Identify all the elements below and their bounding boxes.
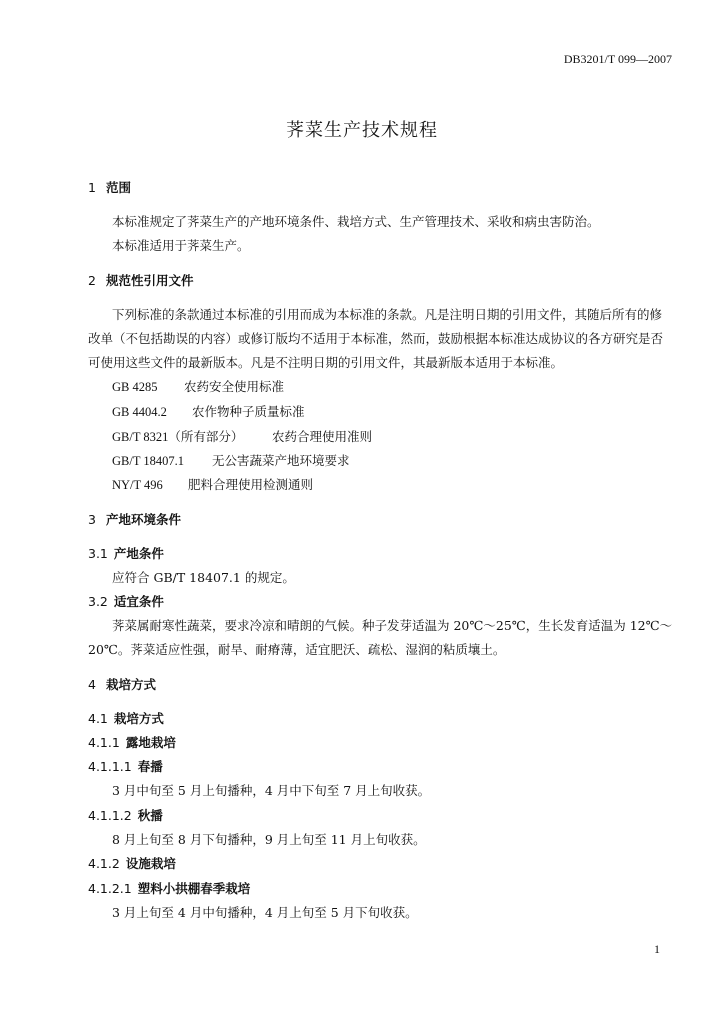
paragraph-line: 改单（不包括勘误的内容）或修订版均不适用于本标准，然而，鼓励根据本标准达成协议的各方研究是否 xyxy=(88,331,664,346)
reference-name: 无公害蔬菜产地环境要求 xyxy=(212,453,350,468)
section-title: 春播 xyxy=(137,759,163,774)
reference-code: GB/T 8321（所有部分） xyxy=(112,430,244,444)
section-number: 4 xyxy=(88,677,96,692)
page-number: 1 xyxy=(654,942,660,956)
section-number: 1 xyxy=(88,180,96,195)
section-4-heading xyxy=(88,675,156,693)
subsection-4-1-1-1-heading xyxy=(88,757,163,775)
paragraph-line: 下列标准的条款通过本标准的引用而成为本标准的条款。凡是注明日期的引用文件，其随后所有的修 xyxy=(112,307,663,322)
section-title: 设施栽培 xyxy=(125,856,176,871)
reference-item xyxy=(112,402,305,420)
reference-item xyxy=(112,377,284,395)
reference-item xyxy=(112,475,313,493)
section-number: 4.1.1.1 xyxy=(88,759,132,774)
subsection-3-2-heading xyxy=(88,592,164,610)
section-3-heading xyxy=(88,510,181,528)
reference-code: NY/T 496 xyxy=(112,478,163,492)
section-number: 4.1.2.1 xyxy=(88,881,132,896)
reference-code: GB 4404.2 xyxy=(112,405,167,419)
section-2-heading xyxy=(88,271,193,289)
subsection-4-1-2-heading xyxy=(88,854,176,872)
section-title: 范围 xyxy=(105,180,131,195)
section-number: 3 xyxy=(88,512,96,527)
subsection-4-1-1-2-heading xyxy=(88,806,163,824)
section-title: 秋播 xyxy=(137,808,163,823)
subsection-3-1-heading xyxy=(88,544,164,562)
section-number: 4.1.1 xyxy=(88,735,120,750)
section-title: 栽培方式 xyxy=(105,677,156,692)
paragraph: 应符合 GB/T 18407.1 的规定。 xyxy=(112,570,295,585)
subsection-4-1-1-heading xyxy=(88,733,176,751)
section-title: 塑料小拱棚春季栽培 xyxy=(137,881,251,896)
section-number: 2 xyxy=(88,273,96,288)
section-1-heading xyxy=(88,178,131,196)
reference-name: 农作物种子质量标准 xyxy=(192,404,305,419)
section-title: 产地环境条件 xyxy=(105,512,181,527)
reference-item xyxy=(112,451,350,469)
section-title: 规范性引用文件 xyxy=(105,273,194,288)
standard-code: DB3201/T 099—2007 xyxy=(563,52,672,66)
section-number: 4.1 xyxy=(88,711,108,726)
paragraph-line: 可使用这些文件的最新版本。凡是不注明日期的引用文件，其最新版本适用于本标准。 xyxy=(88,355,564,370)
section-number: 4.1.1.2 xyxy=(88,808,132,823)
section-number: 3.1 xyxy=(88,546,108,561)
document-title: 荠菜生产技术规程 xyxy=(286,120,438,141)
paragraph: 3 月中旬至 5 月上旬播种，4 月中下旬至 7 月上旬收获。 xyxy=(112,783,431,798)
paragraph-line: 荠菜属耐寒性蔬菜，要求冷凉和晴朗的气候。种子发芽适温为 20℃～25℃，生长发育适温为 12℃～ xyxy=(112,618,673,633)
reference-code: GB/T 18407.1 xyxy=(112,454,184,468)
reference-item xyxy=(112,427,372,445)
section-number: 4.1.2 xyxy=(88,856,120,871)
section-title: 适宜条件 xyxy=(113,594,164,609)
reference-name: 农药合理使用准则 xyxy=(272,429,373,444)
paragraph: 8 月上旬至 8 月下旬播种，9 月上旬至 11 月上旬收获。 xyxy=(112,832,426,847)
reference-name: 农药安全使用标准 xyxy=(184,379,285,394)
reference-code: GB 4285 xyxy=(112,380,158,394)
paragraph: 本标准规定了荠菜生产的产地环境条件、栽培方式、生产管理技术、采收和病虫害防治。 xyxy=(112,214,600,229)
reference-name: 肥料合理使用检测通则 xyxy=(188,477,314,492)
paragraph: 本标准适用于荠菜生产。 xyxy=(112,238,250,253)
section-number: 3.2 xyxy=(88,594,108,609)
section-title: 露地栽培 xyxy=(125,735,176,750)
paragraph: 3 月上旬至 4 月中旬播种，4 月上旬至 5 月下旬收获。 xyxy=(112,905,418,920)
subsection-4-1-heading xyxy=(88,709,164,727)
subsection-4-1-2-1-heading xyxy=(88,879,250,897)
paragraph-line: 20℃。荠菜适应性强，耐旱、耐瘠薄，适宜肥沃、疏松、湿润的粘质壤土。 xyxy=(88,642,506,657)
section-title: 产地条件 xyxy=(113,546,164,561)
section-title: 栽培方式 xyxy=(113,711,164,726)
